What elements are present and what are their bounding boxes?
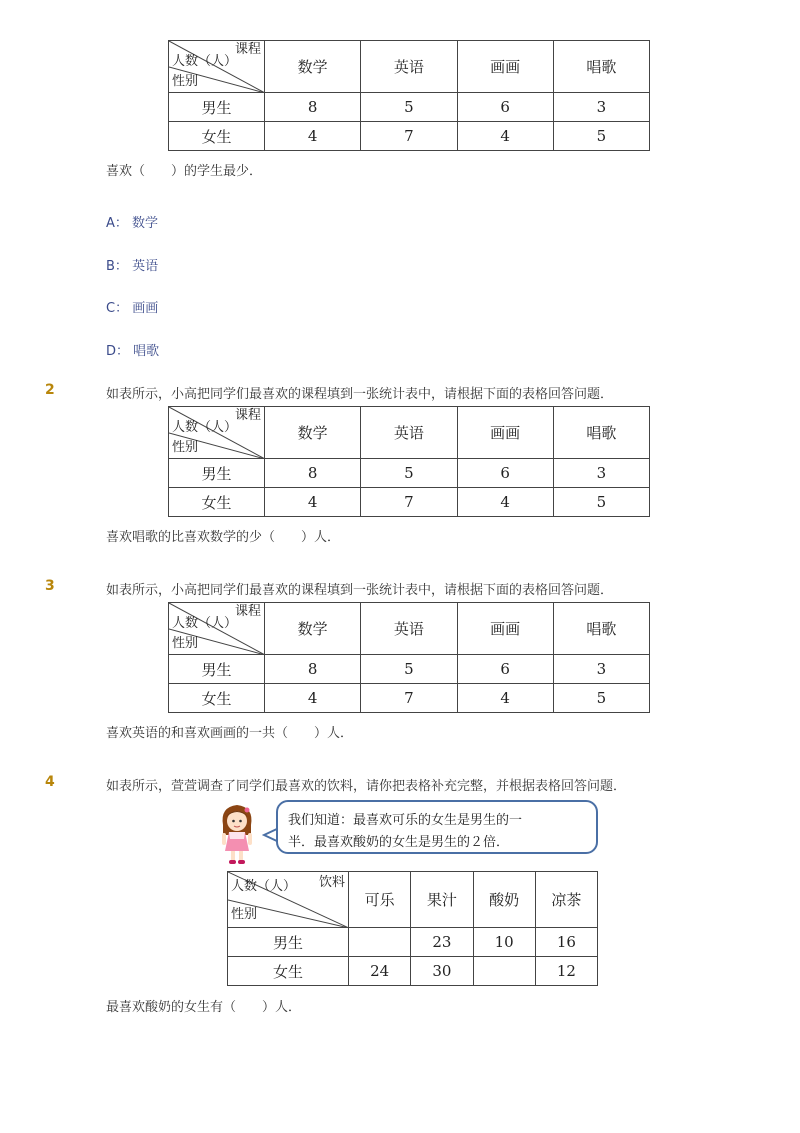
- cell-value: 6: [457, 459, 553, 488]
- subject-drawing: 画画: [457, 407, 553, 459]
- table-row-girls: [169, 684, 650, 713]
- header-count-label: 人数（人）: [231, 879, 297, 894]
- cell-value: 3: [553, 459, 649, 488]
- subject-singing: 唱歌: [553, 41, 649, 93]
- table-row-girls: [169, 122, 650, 151]
- row-label: 男生: [169, 93, 265, 122]
- q1-prompt: 喜欢（ ）的学生最少．: [106, 164, 263, 179]
- cell-value: 12: [535, 957, 597, 986]
- cell-value: 30: [411, 957, 473, 986]
- cell-value: 5: [553, 684, 649, 713]
- drink-table: [227, 871, 598, 986]
- cell-value: 4: [265, 488, 361, 517]
- option-text: 画画: [132, 301, 159, 316]
- table-diagonal-header: [169, 41, 265, 93]
- q3-prompt: 喜欢英语的和喜欢画画的一共（ ）人．: [106, 726, 354, 741]
- subject-drawing: 画画: [457, 41, 553, 93]
- cell-value: 5: [361, 459, 457, 488]
- header-gender-label: 性别: [172, 636, 199, 651]
- cell-value: 24: [349, 957, 411, 986]
- drink-juice: 果汁: [411, 872, 473, 928]
- cell-value: 7: [361, 684, 457, 713]
- cell-value: 4: [265, 122, 361, 151]
- header-course-label: 课程: [234, 408, 261, 423]
- cell-value: 7: [361, 122, 457, 151]
- cell-value: 6: [457, 93, 553, 122]
- cell-value: 16: [535, 928, 597, 957]
- header-count-label: 人数（人）: [172, 54, 238, 69]
- option-key: C：: [106, 301, 129, 316]
- table-diagonal-header: [228, 872, 349, 928]
- course-table-q1: [168, 40, 650, 151]
- cell-value: 5: [361, 93, 457, 122]
- subject-english: 英语: [361, 603, 457, 655]
- subject-singing: 唱歌: [553, 603, 649, 655]
- header-gender-label: 性别: [172, 440, 199, 455]
- row-label: 女生: [228, 957, 349, 986]
- table-row-boys: [228, 928, 598, 957]
- row-label: 男生: [228, 928, 349, 957]
- table-diagonal-header: [169, 603, 265, 655]
- table-row-boys: [169, 655, 650, 684]
- cell-value: 5: [361, 655, 457, 684]
- cell-value: 4: [457, 488, 553, 517]
- cell-value: 3: [553, 655, 649, 684]
- option-key: D：: [106, 344, 130, 359]
- q2-intro: 如表所示，小高把同学们最喜欢的课程填到一张统计表中，请根据下面的表格回答问题．: [106, 387, 614, 402]
- cell-value: 3: [553, 93, 649, 122]
- subject-english: 英语: [361, 41, 457, 93]
- course-table-q3: [168, 602, 650, 713]
- subject-math: 数学: [265, 603, 361, 655]
- option-key: A：: [106, 216, 128, 231]
- drink-cola: 可乐: [349, 872, 411, 928]
- q4-prompt: 最喜欢酸奶的女生有（ ）人．: [106, 1000, 302, 1015]
- cell-value: 23: [411, 928, 473, 957]
- cell-value: 4: [265, 684, 361, 713]
- table-row-girls: [169, 488, 650, 517]
- drink-yogurt: 酸奶: [473, 872, 535, 928]
- cell-value: 5: [553, 488, 649, 517]
- girl-illustration: [214, 801, 260, 867]
- row-label: 女生: [169, 122, 265, 151]
- cell-value: 4: [457, 684, 553, 713]
- q4-intro: 如表所示，萱萱调查了同学们最喜欢的饮料，请你把表格补充完整，并根据表格回答问题．: [106, 779, 627, 794]
- option-a[interactable]: [106, 212, 158, 231]
- cell-value: 8: [265, 655, 361, 684]
- option-b[interactable]: [106, 255, 158, 274]
- question-number-3: 3: [45, 578, 55, 594]
- table-row-girls: [228, 957, 598, 986]
- cell-value: 8: [265, 93, 361, 122]
- table-row-boys: [169, 459, 650, 488]
- row-label: 女生: [169, 684, 265, 713]
- row-label: 男生: [169, 459, 265, 488]
- course-table-q2: [168, 406, 650, 517]
- row-label: 女生: [169, 488, 265, 517]
- option-c[interactable]: [106, 297, 158, 316]
- subject-singing: 唱歌: [553, 407, 649, 459]
- cell-value: 8: [265, 459, 361, 488]
- cell-value: 5: [553, 122, 649, 151]
- subject-math: 数学: [265, 41, 361, 93]
- question-number-4: 4: [45, 774, 55, 790]
- blank-cell[interactable]: [473, 957, 535, 986]
- subject-math: 数学: [265, 407, 361, 459]
- cell-value: 10: [473, 928, 535, 957]
- subject-drawing: 画画: [457, 603, 553, 655]
- drink-tea: 凉茶: [535, 872, 597, 928]
- cell-value: 7: [361, 488, 457, 517]
- header-gender-label: 性别: [231, 907, 258, 922]
- header-gender-label: 性别: [172, 74, 199, 89]
- blank-cell[interactable]: [349, 928, 411, 957]
- row-label: 男生: [169, 655, 265, 684]
- speech-bubble: [276, 800, 598, 854]
- subject-english: 英语: [361, 407, 457, 459]
- cell-value: 4: [457, 122, 553, 151]
- header-count-label: 人数（人）: [172, 420, 238, 435]
- q3-intro: 如表所示，小高把同学们最喜欢的课程填到一张统计表中，请根据下面的表格回答问题．: [106, 583, 614, 598]
- header-course-label: 课程: [234, 42, 261, 57]
- cell-value: 6: [457, 655, 553, 684]
- header-drink-label: 饮料: [318, 875, 345, 890]
- question-number-2: 2: [45, 382, 55, 398]
- option-text: 英语: [132, 259, 159, 274]
- option-key: B：: [106, 259, 128, 274]
- option-text: 唱歌: [133, 344, 160, 359]
- bubble-line-2: 半．最喜欢酸奶的女生是男生的２倍．: [288, 835, 510, 850]
- option-d[interactable]: [106, 340, 159, 359]
- table-diagonal-header: [169, 407, 265, 459]
- q2-prompt: 喜欢唱歌的比喜欢数学的少（ ）人．: [106, 530, 341, 545]
- option-text: 数学: [132, 216, 159, 231]
- table-row-boys: [169, 93, 650, 122]
- header-count-label: 人数（人）: [172, 616, 238, 631]
- bubble-line-1: 我们知道：最喜欢可乐的女生是男生的一: [288, 813, 523, 828]
- header-course-label: 课程: [234, 604, 261, 619]
